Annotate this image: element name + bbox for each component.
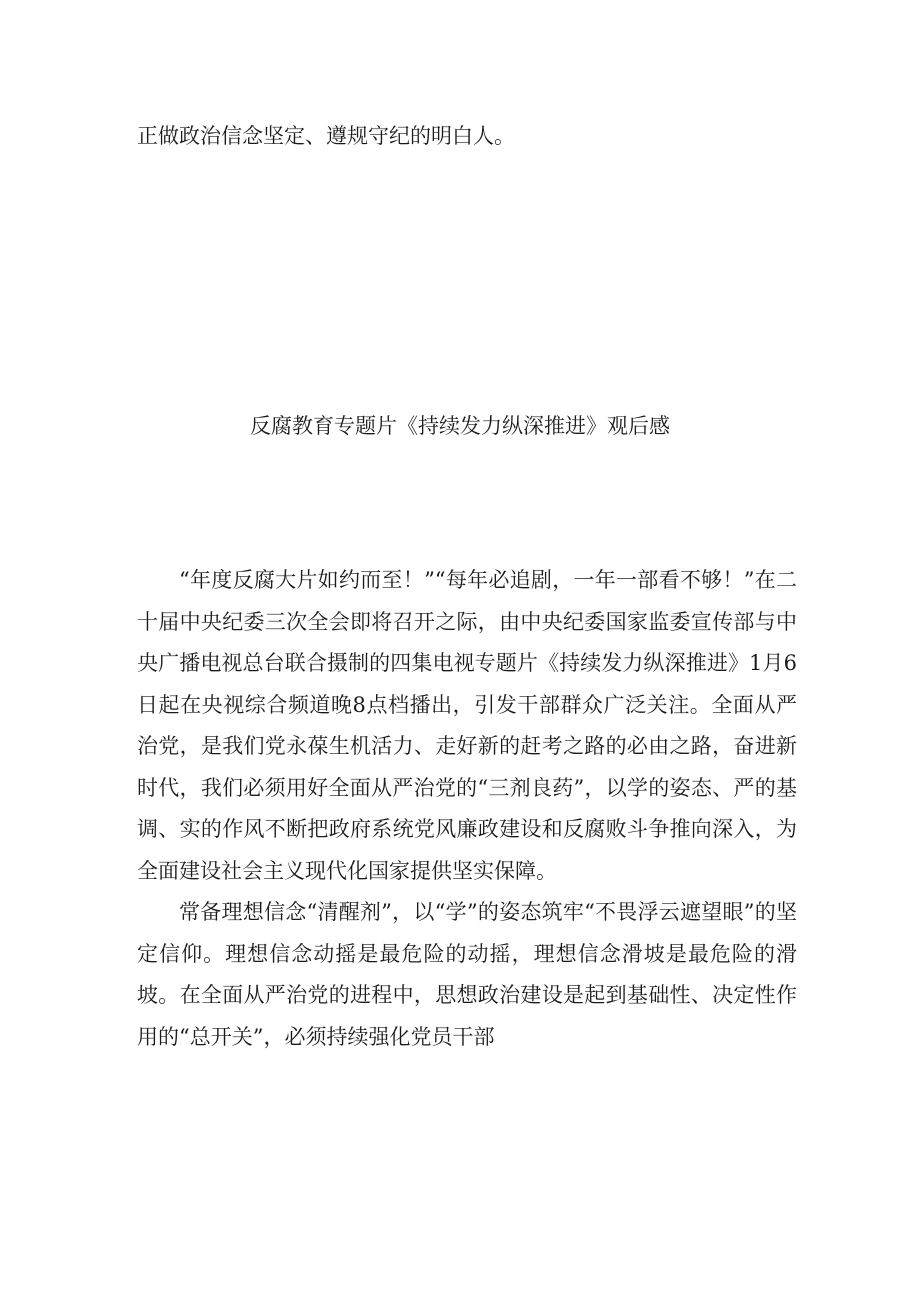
paragraph-1: “年度反腐大片如约而至！”“每年必追剧，一年一部看不够！”在二十届中央纪委三次全会即将召开之际，由中央纪委国家监委宣传部与中央广播电视总台联合摄制的四集电视专题片《持续发力纵深推进》1月6日起在央视综合频道晚8点档播出，引发干部群众广泛关注。全面从严治党，是我们党永葆生机活力、走好新的赶考之路的必由之路，奋进新时代，我们必须用好全面从严治党的“三剂良药”，以学的姿态、严的基调、实的作风不断把政府系统党风廉政建设和反腐败斗争推向深入，为全面建设社会主义现代化国家提供坚实保障。 [137,568,797,883]
paragraph-2: 常备理想信念“清醒剂”，以“学”的姿态筑牢“不畏浮云遮望眼”的坚定信仰。理想信念动摇是最危险的动摇，理想信念滑坡是最危险的滑坡。在全面从严治党的进程中，思想政治建设是起到基础性、决定性作用的“总开关”，必须持续强化党员干部 [137,900,797,1049]
document-body [137,560,797,1058]
lead-line: 正做政治信念坚定、遵规守纪的明白人。 [137,124,515,148]
document-title: 反腐教育专题片《持续发力纵深推进》观后感 [250,414,670,438]
